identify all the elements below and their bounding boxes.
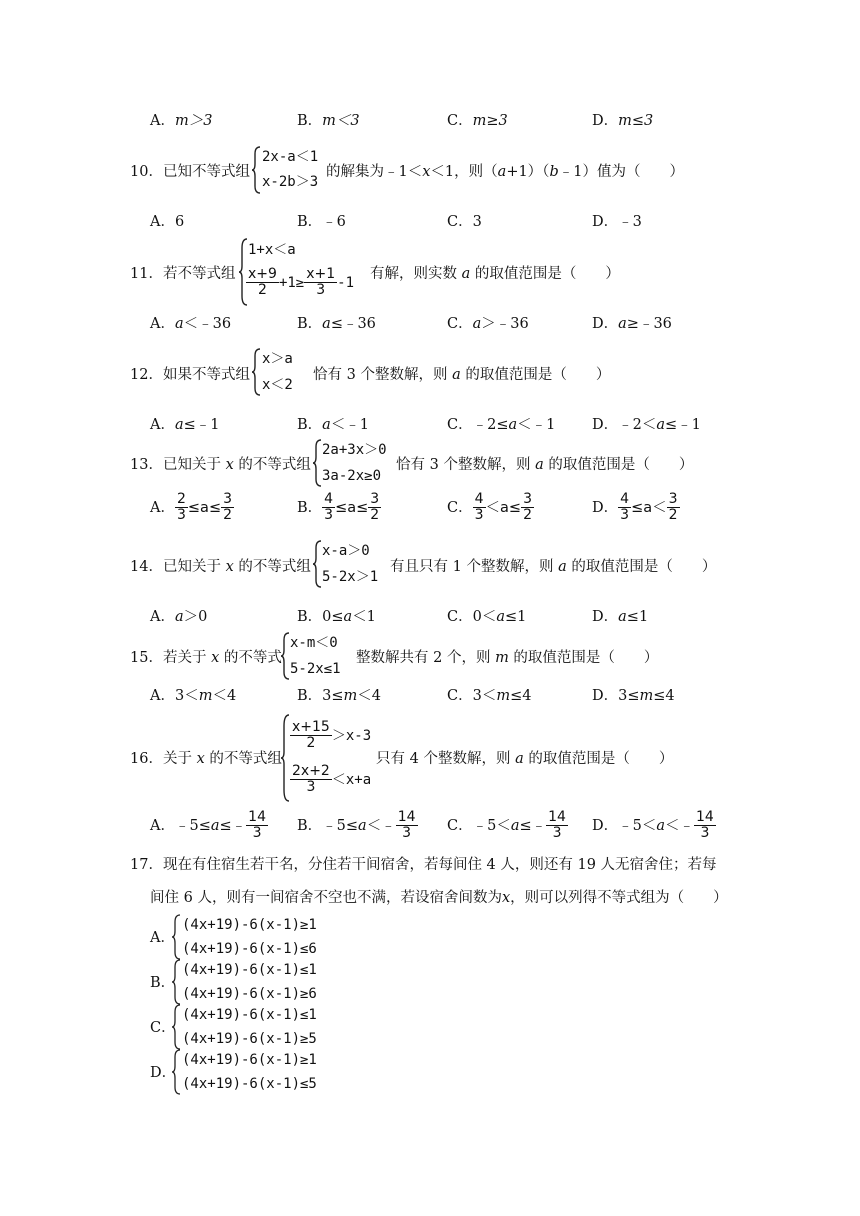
- q13-sys-row2: 3a-2x≥0: [322, 468, 382, 484]
- q10-option-d[interactable]: D．﹣3: [592, 214, 642, 230]
- q13-a-frac-low: $\frac{2}{3}$: [176, 491, 186, 524]
- q17-line1: 17．现在有住宿生若干名，分住若干间宿舍，若每间住 4 人，则还有 19 人无宿舍住；若每: [130, 857, 717, 873]
- q12-option-a[interactable]: A．a≤﹣1: [150, 417, 220, 433]
- q11-frac1: $\frac{x+9}{2}$: [248, 266, 277, 299]
- q15-stem-tail: 整数解共有 2 个，则 m 的取值范围是（ ）: [356, 650, 659, 666]
- q17-a-row1: (4x+19)-6(x-1)≥1: [182, 918, 317, 932]
- q13-option-b[interactable]: B． $\frac{4}{3}$ ≤a≤ $\frac{3}{2}$: [297, 491, 380, 524]
- q16-stem: 16．关于 x 的不等式组: [130, 751, 282, 767]
- q16-c-frac: $\frac{14}{3}$: [548, 809, 566, 842]
- q12-option-c[interactable]: C．﹣2≤a＜﹣1: [447, 417, 556, 433]
- q12-option-b[interactable]: B．a＜﹣1: [297, 417, 370, 433]
- q13-option-c[interactable]: C． $\frac{4}{3}$ ＜a≤ $\frac{3}{2}$: [447, 491, 532, 524]
- q15-sys-row1: x-m＜0: [290, 635, 338, 651]
- q10-option-a[interactable]: A．6: [150, 214, 185, 230]
- q13-stem: 13．已知关于 x 的不等式组: [130, 457, 311, 473]
- q12-sys-row2: x＜2: [262, 377, 293, 393]
- q16-a-frac: $\frac{14}{3}$: [248, 809, 266, 842]
- q17-line2: 间住 6 人，则有一间宿舍不空也不满，若设宿舍间数为x，则可以列得不等式组为（ ）: [150, 890, 728, 906]
- q13-a-frac-high: $\frac{3}{2}$: [223, 491, 233, 524]
- q16-sys-row2: $\frac{2x+2}{3}$ ＜x+a: [292, 763, 372, 796]
- q14-sys-row1: x-a＞0: [322, 543, 370, 559]
- q12-brace: [252, 348, 262, 396]
- q9-option-a[interactable]: A．m＞3: [150, 113, 213, 129]
- q10-option-b[interactable]: B．﹣6: [297, 214, 346, 230]
- q15-option-d[interactable]: D．3≤m≤4: [592, 688, 675, 704]
- q14-stem: 14．已知关于 x 的不等式组: [130, 559, 311, 575]
- q12-stem-tail: 恰有 3 个整数解，则 a 的取值范围是（ ）: [313, 367, 611, 383]
- q10-option-c[interactable]: C．3: [447, 214, 482, 230]
- q12-stem: 12．如果不等式组: [130, 367, 250, 383]
- q15-sys-row2: 5-2x≤1: [290, 661, 341, 677]
- q17-b-brace: [172, 958, 182, 1006]
- q10-stem-tail: 的解集为﹣1＜x＜1，则（a+1）（b﹣1）值为（ ）: [326, 164, 684, 180]
- q13-d-frac-low: $\frac{4}{3}$: [620, 491, 630, 524]
- q16-option-b[interactable]: B．﹣5≤a＜﹣ $\frac{14}{3}$: [297, 809, 416, 842]
- q9-option-b[interactable]: B．m＜3: [297, 113, 360, 129]
- q10-sys-row2: x-2b＞3: [262, 174, 319, 190]
- q13-b-frac-low: $\frac{4}{3}$: [324, 491, 334, 524]
- q17-option-c-label[interactable]: C．: [150, 1020, 176, 1036]
- q15-option-a[interactable]: A．3＜m＜4: [150, 688, 237, 704]
- q12-option-d[interactable]: D．﹣2＜a≤﹣1: [592, 417, 701, 433]
- q13-stem-tail: 恰有 3 个整数解，则 a 的取值范围是（ ）: [396, 457, 694, 473]
- q16-stem-tail: 只有 4 个整数解，则 a 的取值范围是（ ）: [376, 751, 674, 767]
- q17-option-d-label[interactable]: D．: [150, 1065, 177, 1081]
- q17-b-row1: (4x+19)-6(x-1)≤1: [182, 963, 317, 977]
- q13-d-frac-high: $\frac{3}{2}$: [668, 491, 678, 524]
- q10-stem: 10．已知不等式组: [130, 164, 250, 180]
- q17-d-row2: (4x+19)-6(x-1)≤5: [182, 1077, 317, 1091]
- q14-option-c[interactable]: C．0＜a≤1: [447, 609, 527, 625]
- q16-frac1: $\frac{x+15}{2}$: [292, 719, 330, 752]
- q13-b-frac-high: $\frac{3}{2}$: [370, 491, 380, 524]
- q16-option-d[interactable]: D．﹣5＜a＜﹣ $\frac{14}{3}$: [592, 809, 714, 842]
- q9-option-c[interactable]: C．m≥3: [447, 113, 508, 129]
- q15-option-c[interactable]: C．3＜m≤4: [447, 688, 532, 704]
- q17-d-row1: (4x+19)-6(x-1)≥1: [182, 1053, 317, 1067]
- q14-option-d[interactable]: D．a≤1: [592, 609, 649, 625]
- q12-sys-row1: x＞a: [262, 351, 293, 367]
- q16-sys-row1: $\frac{x+15}{2}$ ＞x-3: [292, 719, 372, 752]
- q17-b-row2: (4x+19)-6(x-1)≥6: [182, 987, 317, 1001]
- q17-c-row2: (4x+19)-6(x-1)≥5: [182, 1032, 317, 1046]
- q11-stem: 11．若不等式组: [130, 266, 236, 282]
- q13-c-frac-high: $\frac{3}{2}$: [523, 491, 532, 524]
- q14-stem-tail: 有且只有 1 个整数解，则 a 的取值范围是（ ）: [390, 559, 717, 575]
- q17-d-brace: [172, 1048, 182, 1096]
- q11-option-b[interactable]: B．a≤﹣36: [297, 316, 376, 332]
- q15-stem: 15．若关于 x 的不等式: [130, 650, 282, 666]
- q14-option-b[interactable]: B．0≤a＜1: [297, 609, 376, 625]
- q11-option-c[interactable]: C．a＞﹣36: [447, 316, 529, 332]
- q16-frac2: $\frac{2x+2}{3}$: [292, 763, 330, 796]
- q17-c-brace: [172, 1003, 182, 1051]
- q11-frac2: $\frac{x+1}{3}$: [306, 266, 336, 299]
- q13-option-d[interactable]: D． $\frac{4}{3}$ ≤a＜ $\frac{3}{2}$: [592, 491, 678, 524]
- q14-option-a[interactable]: A．a＞0: [150, 609, 208, 625]
- q16-option-c[interactable]: C．﹣5＜a≤﹣ $\frac{14}{3}$: [447, 809, 566, 842]
- q16-option-a[interactable]: A．﹣5≤a≤﹣ $\frac{14}{3}$: [150, 809, 266, 842]
- q17-option-b-label[interactable]: B．: [150, 975, 176, 991]
- q9-option-d[interactable]: D．m≤3: [592, 113, 654, 129]
- q11-stem-tail: 有解，则实数 a 的取值范围是（ ）: [370, 266, 620, 282]
- q17-a-row2: (4x+19)-6(x-1)≤6: [182, 942, 317, 956]
- q14-sys-row2: 5-2x＞1: [322, 569, 379, 585]
- q10-sys-row1: 2x-a＜1: [262, 149, 319, 165]
- q16-b-frac: $\frac{14}{3}$: [397, 809, 416, 842]
- q11-sys-row2: $\frac{x+9}{2}$ +1≥ $\frac{x+1}{3}$ -1: [248, 266, 355, 299]
- q10-brace: [252, 146, 262, 194]
- q13-c-frac-low: $\frac{4}{3}$: [474, 491, 484, 524]
- q17-a-brace: [172, 913, 182, 961]
- q17-option-a-label[interactable]: A．: [150, 930, 175, 946]
- q13-option-a[interactable]: A． $\frac{2}{3}$ ≤a≤ $\frac{3}{2}$: [150, 491, 233, 524]
- q11-option-d[interactable]: D．a≥﹣36: [592, 316, 672, 332]
- q16-d-frac: $\frac{14}{3}$: [696, 809, 714, 842]
- q11-option-a[interactable]: A．a＜﹣36: [150, 316, 232, 332]
- q17-c-row1: (4x+19)-6(x-1)≤1: [182, 1008, 317, 1022]
- q13-sys-row1: 2a+3x＞0: [322, 442, 387, 458]
- q15-option-b[interactable]: B．3≤m＜4: [297, 688, 382, 704]
- q11-sys-row1: 1+x＜a: [248, 242, 296, 258]
